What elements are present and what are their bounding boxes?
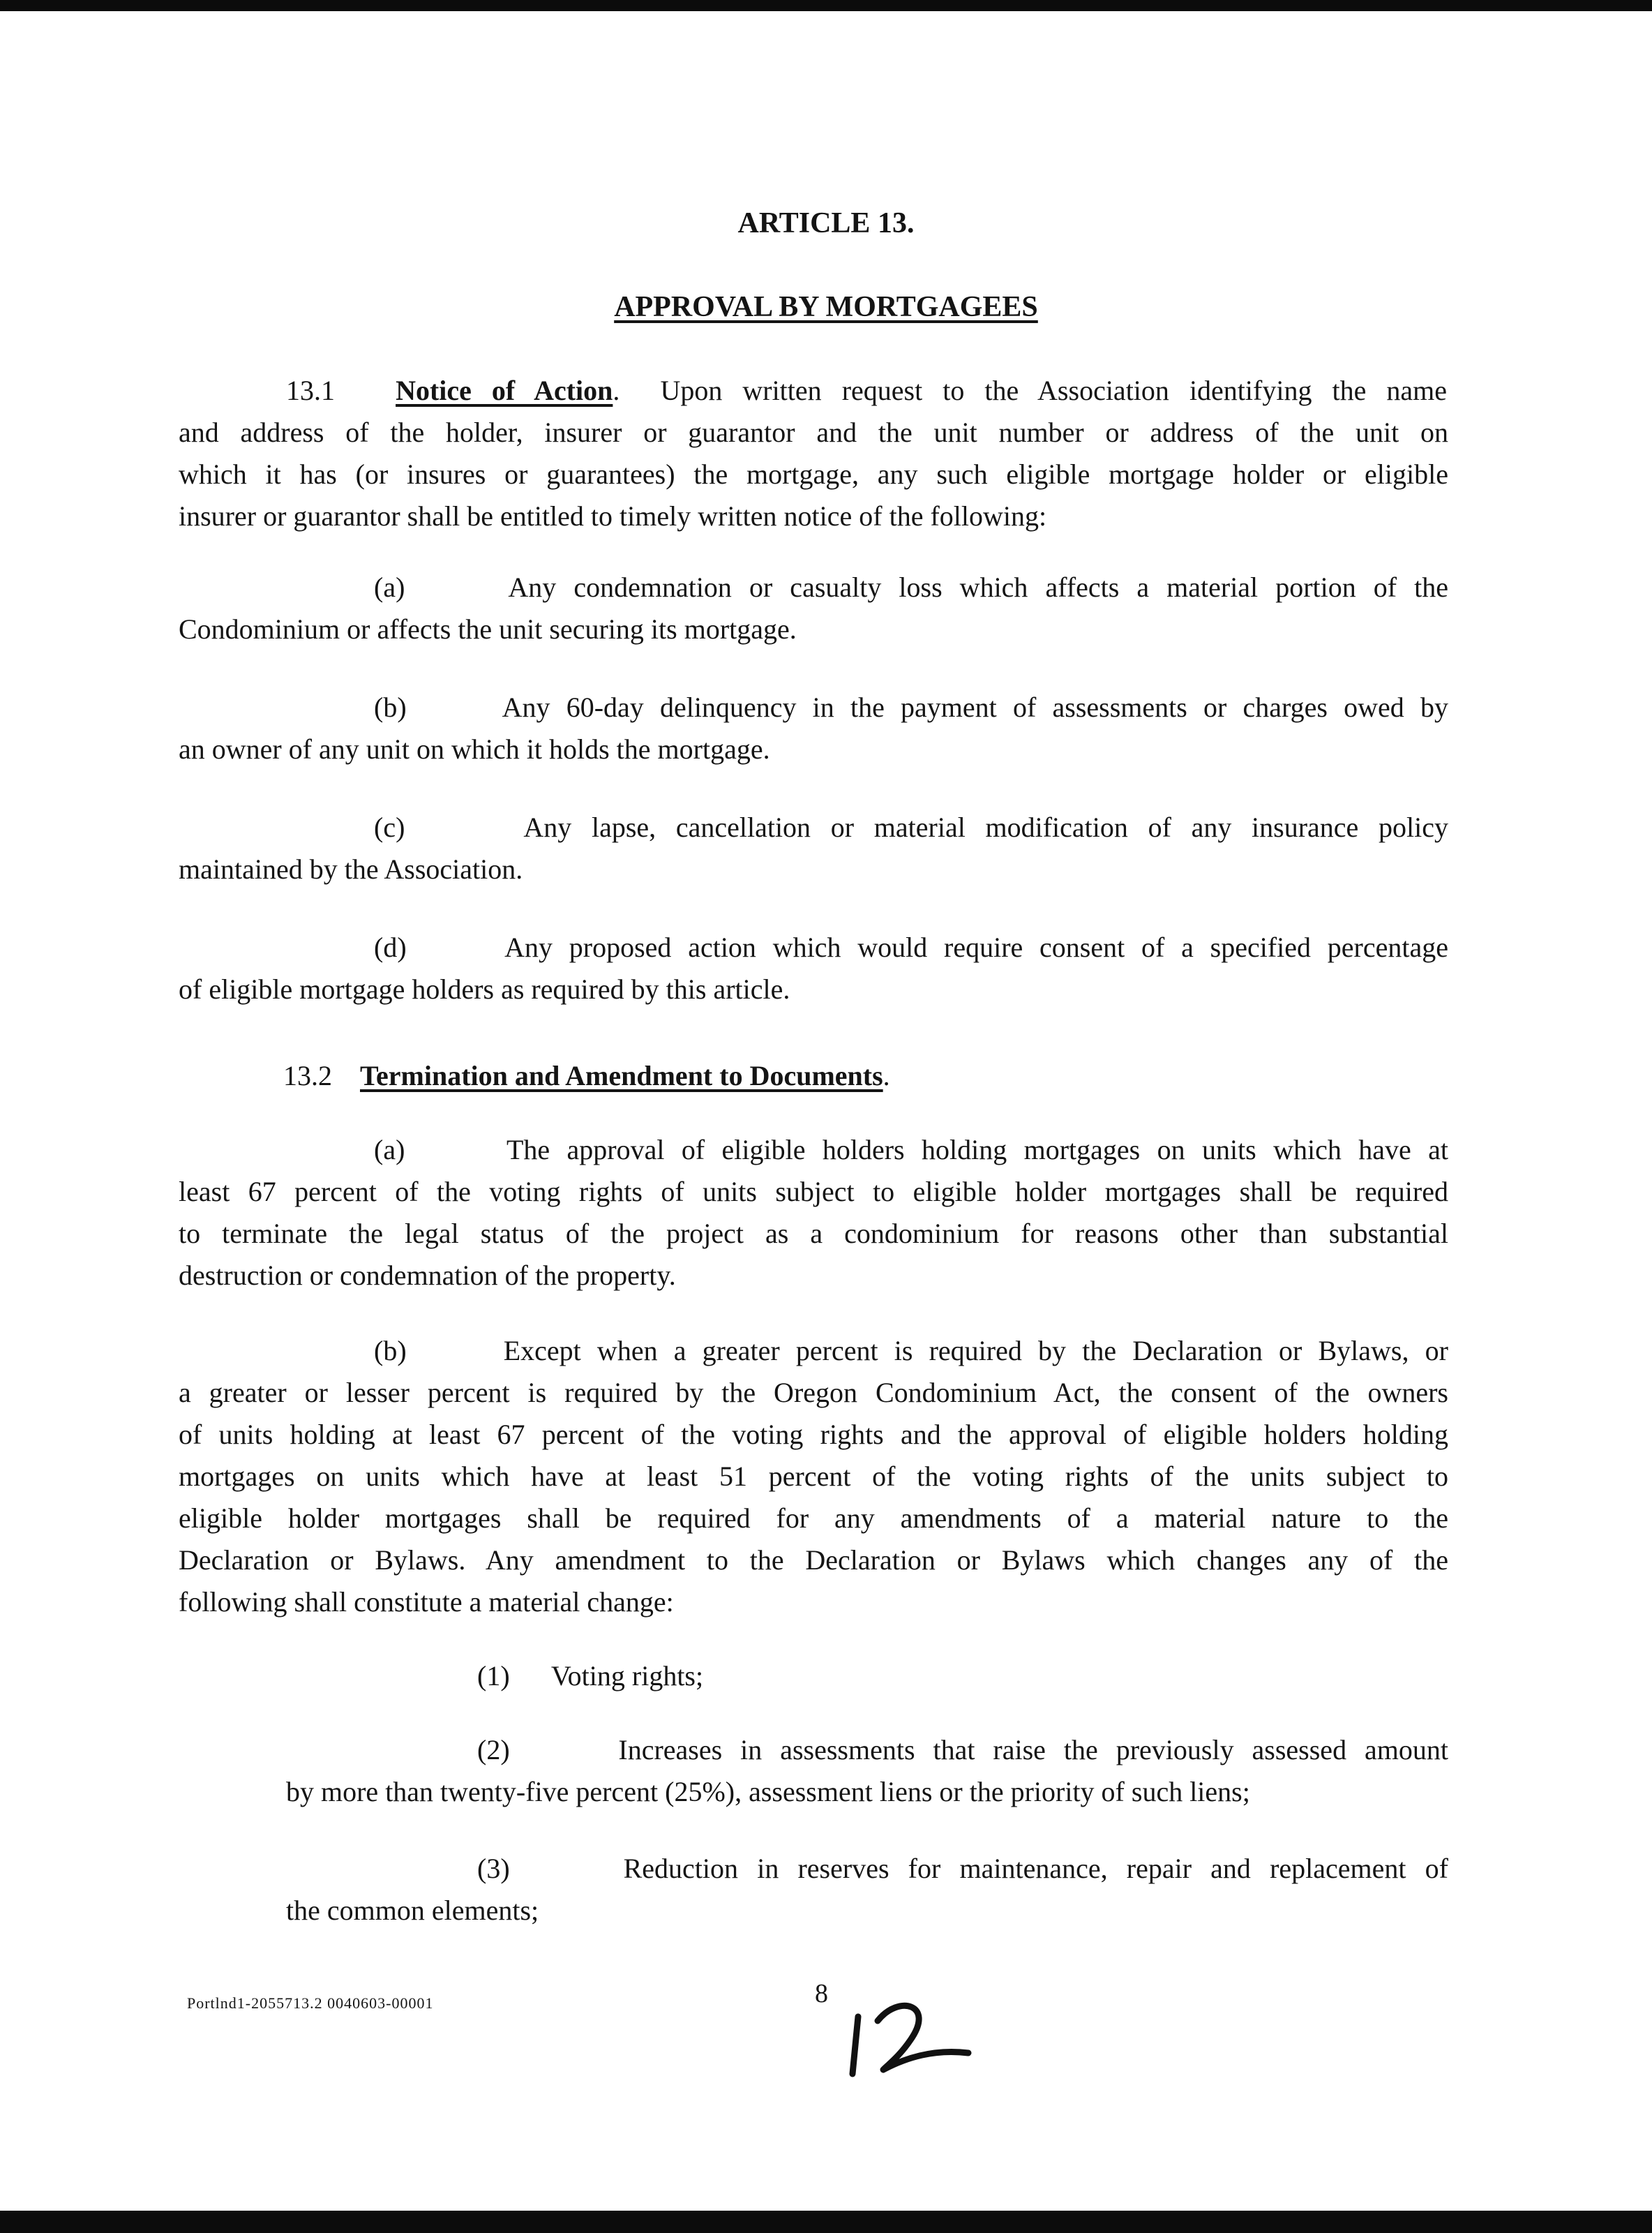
item-first-line — [374, 567, 1448, 608]
item-label: (c) — [374, 812, 405, 843]
item-first-line — [374, 1129, 1448, 1171]
subitem-first-line — [477, 1848, 1448, 1890]
subitem-line: the common elements; — [286, 1895, 539, 1926]
subitem-label: (1) — [477, 1660, 510, 1691]
item-line: to terminate the legal status of the project as a condominium for reasons other than substantial — [179, 1218, 1448, 1249]
section-13-1-line: insurer or guarantor shall be entitled to timely written notice of the following: — [179, 500, 1047, 532]
item-line: following shall constitute a material change: — [179, 1586, 674, 1618]
subitem-text: Increases in assessments that raise the previously assessed amount — [618, 1734, 1449, 1765]
item-label: (b) — [374, 692, 407, 723]
section-13-1-first-line: 13.1 Notice of Action. Upon written request to the Association identifying the name — [286, 375, 1448, 406]
article-heading: APPROVAL BY MORTGAGEES — [614, 291, 1038, 323]
item-label: (b) — [374, 1335, 407, 1366]
item-text: Any condemnation or casualty loss which affects a material portion of the — [508, 572, 1449, 603]
item-text: Except when a greater percent is required by the Declaration or Bylaws, or — [503, 1335, 1448, 1366]
subitem-first-line — [477, 1729, 1448, 1771]
item-text: Any 60-day delinquency in the payment of assessments or charges owed by — [502, 692, 1448, 723]
item-label: (d) — [374, 932, 407, 963]
item-line: maintained by the Association. — [179, 853, 523, 885]
item-first-line — [374, 807, 1448, 849]
item-line: least 67 percent of the voting rights of units subject to eligible holder mortgages shall be required — [179, 1176, 1448, 1207]
section-title: Termination and Amendment to Documents — [360, 1060, 883, 1091]
item-first-line — [374, 687, 1448, 729]
handwritten-page-number — [844, 1989, 984, 2079]
item-line: a greater or lesser percent is required by the Oregon Condominium Act, the consent of the owners — [179, 1377, 1448, 1408]
item-text: The approval of eligible holders holding mortgages on units which have at — [506, 1134, 1448, 1165]
section-13-1-line: and address of the holder, insurer or guarantor and the unit number or address of the unit on — [179, 417, 1448, 448]
item-text: Any lapse, cancellation or material modification of any insurance policy — [523, 812, 1448, 843]
subitem-label: (3) — [477, 1853, 510, 1884]
item-text: Any proposed action which would require consent of a specified percentage — [504, 932, 1448, 963]
item-line: eligible holder mortgages shall be required for any amendments of a material nature to the — [179, 1502, 1448, 1534]
item-line: Condominium or affects the unit securing its mortgage. — [179, 613, 797, 645]
item-label: (a) — [374, 1134, 405, 1165]
subitem-first-line — [477, 1655, 1448, 1697]
page-number: 8 — [815, 1979, 828, 2008]
item-line: destruction or condemnation of the property. — [179, 1260, 676, 1291]
subitem-text: Reduction in reserves for maintenance, repair and replacement of — [623, 1853, 1449, 1884]
section-number: 13.1 — [286, 375, 335, 406]
section-text: Upon written request to the Association identifying the name — [660, 375, 1448, 406]
section-number: 13.2 — [283, 1060, 332, 1091]
item-line: an owner of any unit on which it holds the mortgage. — [179, 733, 770, 765]
section-13-2-heading: 13.2 Termination and Amendment to Documents. — [283, 1060, 890, 1091]
scan-edge-bottom — [0, 2211, 1652, 2233]
subitem-text: Voting rights; — [550, 1660, 704, 1691]
scan-edge-top — [0, 0, 1652, 11]
item-line: of units holding at least 67 percent of the voting rights and the approval of eligible holders holding — [179, 1419, 1448, 1450]
section-title: Notice of Action — [396, 375, 613, 406]
item-label: (a) — [374, 572, 405, 603]
subitem-label: (2) — [477, 1734, 510, 1765]
section-13-1-line: which it has (or insures or guarantees) the mortgage, any such eligible mortgage holder or eligible — [179, 458, 1448, 490]
item-line: mortgages on units which have at least 51 percent of the voting rights of the units subject to — [179, 1461, 1448, 1492]
subitem-line: by more than twenty-five percent (25%), assessment liens or the priority of such liens; — [286, 1776, 1250, 1807]
document-id: Portlnd1-2055713.2 0040603-00001 — [187, 1994, 434, 2012]
item-line: Declaration or Bylaws. Any amendment to the Declaration or Bylaws which changes any of the — [179, 1544, 1448, 1576]
item-line: of eligible mortgage holders as required by this article. — [179, 973, 790, 1005]
article-number: ARTICLE 13. — [737, 207, 915, 239]
item-first-line — [374, 927, 1448, 969]
item-first-line — [374, 1330, 1448, 1372]
